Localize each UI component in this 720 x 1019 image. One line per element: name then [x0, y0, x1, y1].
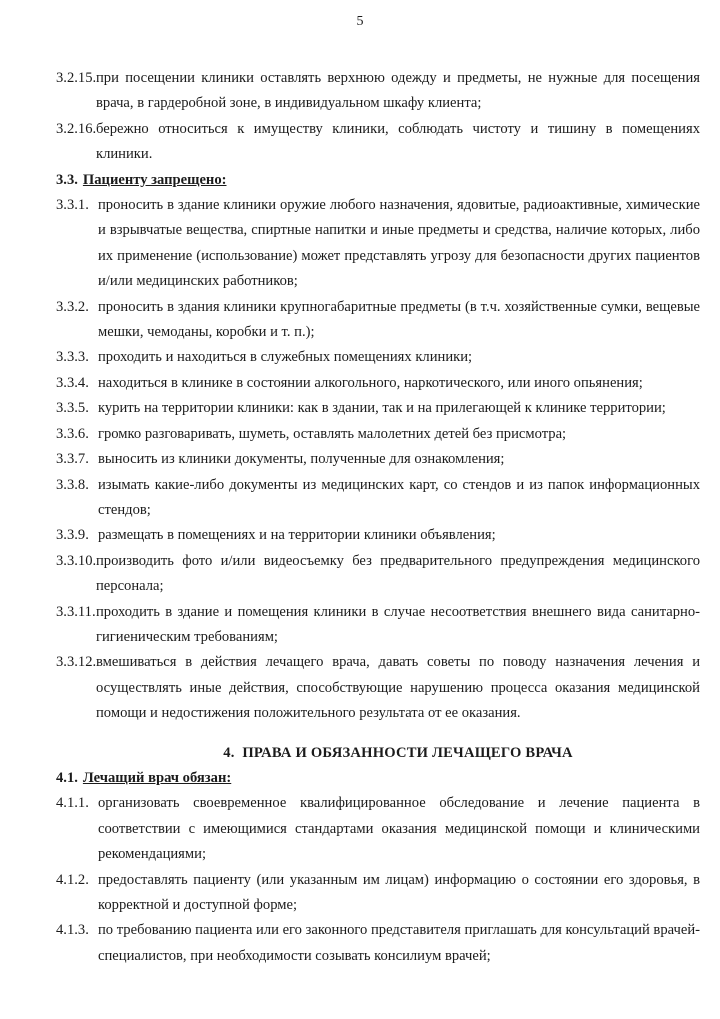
list-item	[56, 345, 700, 370]
document-body	[56, 66, 700, 969]
item-text: проносить в здания клиники крупногабаритные предметы (в т.ч. хозяйственные сумки, вещевые мешки, чемоданы, коробки и т. п.);	[98, 298, 700, 341]
item-text: проходить и находиться в служебных помещениях клиники;	[98, 349, 473, 366]
item-text: громко разговаривать, шуметь, оставлять малолетних детей без присмотра;	[98, 425, 567, 442]
item-number: 3.2.15.	[56, 70, 97, 86]
subsection-number: 3.3.	[56, 171, 78, 188]
item-number: 3.2.16.	[56, 120, 97, 137]
item-text: вмешиваться в действия лечащего врача, давать советы по поводу назначения лечения и осуществлять иные действия, способствующие нарушению процесса оказания медицинской помощи и недостижения положительного результата от ее оказания.	[96, 654, 700, 722]
list-item	[56, 650, 700, 726]
item-number: 3.3.8.	[56, 476, 89, 493]
item-number: 3.3.7.	[56, 451, 89, 468]
item-text: бережно относиться к имуществу клиники, соблюдать чистоту и тишину в помещениях клиники.	[96, 120, 700, 163]
item-text: выносить из клиники документы, полученные для ознакомления;	[98, 451, 505, 468]
subsection-title: Лечащий врач обязан:	[82, 769, 232, 786]
item-number: 3.3.4.	[56, 374, 89, 391]
section-number: 4.	[223, 744, 235, 761]
list-item	[56, 447, 700, 472]
list-item	[56, 523, 700, 548]
item-text: изымать какие-либо документы из медицинских карт, со стендов и из папок информационных стендов;	[98, 476, 700, 518]
item-text: находиться в клинике в состоянии алкогольного, наркотического, или иного опьянения;	[98, 374, 643, 391]
item-number: 4.1.2.	[56, 871, 89, 888]
item-text: курить на территории клиники: как в здании, так и на прилегающей к клинике территории;	[98, 400, 666, 417]
item-number: 3.3.11.	[56, 603, 96, 620]
section-title: ПРАВА И ОБЯЗАННОСТИ ЛЕЧАЩЕГО ВРАЧА	[242, 744, 573, 761]
list-item	[56, 371, 700, 396]
list-item	[56, 396, 700, 421]
item-number: 3.3.2.	[56, 298, 89, 315]
item-text: производить фото и/или видеосъемку без предварительного предупреждения медицинского персонала;	[96, 552, 700, 595]
section-heading-4	[56, 741, 700, 766]
list-item	[56, 791, 700, 867]
list-item	[56, 549, 700, 600]
item-text: при посещении клиники оставлять верхнюю одежду и предметы, не нужные для посещения врача, в гардеробной зоне, в индивидуальном шкафу клиента;	[96, 70, 700, 112]
item-text: проходить в здание и помещения клиники в случае несоответствия внешнего вида санитарно-гигиеническим требованиям;	[96, 603, 700, 645]
item-text: по требованию пациента или его законного представителя приглашать для консультаций врачей-специалистов, при необходимости созывать консилиум врачей;	[98, 922, 700, 964]
item-number: 3.3.5.	[56, 400, 89, 417]
list-item	[56, 868, 700, 919]
list-item	[56, 422, 700, 447]
item-number: 4.1.1.	[56, 795, 89, 812]
list-item	[56, 193, 700, 295]
list-item	[56, 918, 700, 969]
item-text: предоставлять пациенту (или указанным им лицам) информацию о состоянии его здоровья, в корректной и доступной форме;	[98, 871, 700, 913]
page-number: 5	[356, 14, 364, 29]
subsection-heading-4-1	[56, 766, 700, 791]
subsection-title: Пациенту запрещено:	[82, 171, 227, 188]
list-item	[56, 473, 700, 524]
item-number: 3.3.12.	[56, 654, 97, 671]
item-text: проносить в здание клиники оружие любого назначения, ядовитые, радиоактивные, химические и взрывчатые вещества, спиртные напитки и иные предметы и средства, наличие которых, либо их применение (использование) может представлять угрозу для безопасности других пациентов и/или медицинских работников;	[98, 197, 700, 290]
item-number: 4.1.3.	[56, 922, 89, 939]
subsection-number: 4.1.	[56, 769, 78, 786]
item-text: размещать в помещениях и на территории клиники объявления;	[98, 527, 496, 544]
item-number: 3.3.3.	[56, 349, 89, 366]
list-item	[56, 66, 700, 117]
item-number: 3.3.1.	[56, 197, 89, 214]
list-item	[56, 117, 700, 168]
item-number: 3.3.6.	[56, 425, 89, 442]
item-number: 3.3.10.	[56, 552, 97, 569]
list-item	[56, 295, 700, 346]
item-number: 3.3.9.	[56, 527, 89, 544]
subsection-heading-3-3	[56, 168, 700, 193]
item-text: организовать своевременное квалифицированное обследование и лечение пациента в соответствии с имеющимися стандартами оказания медицинской помощи и клиническими рекомендациями;	[98, 795, 700, 863]
list-item	[56, 600, 700, 651]
